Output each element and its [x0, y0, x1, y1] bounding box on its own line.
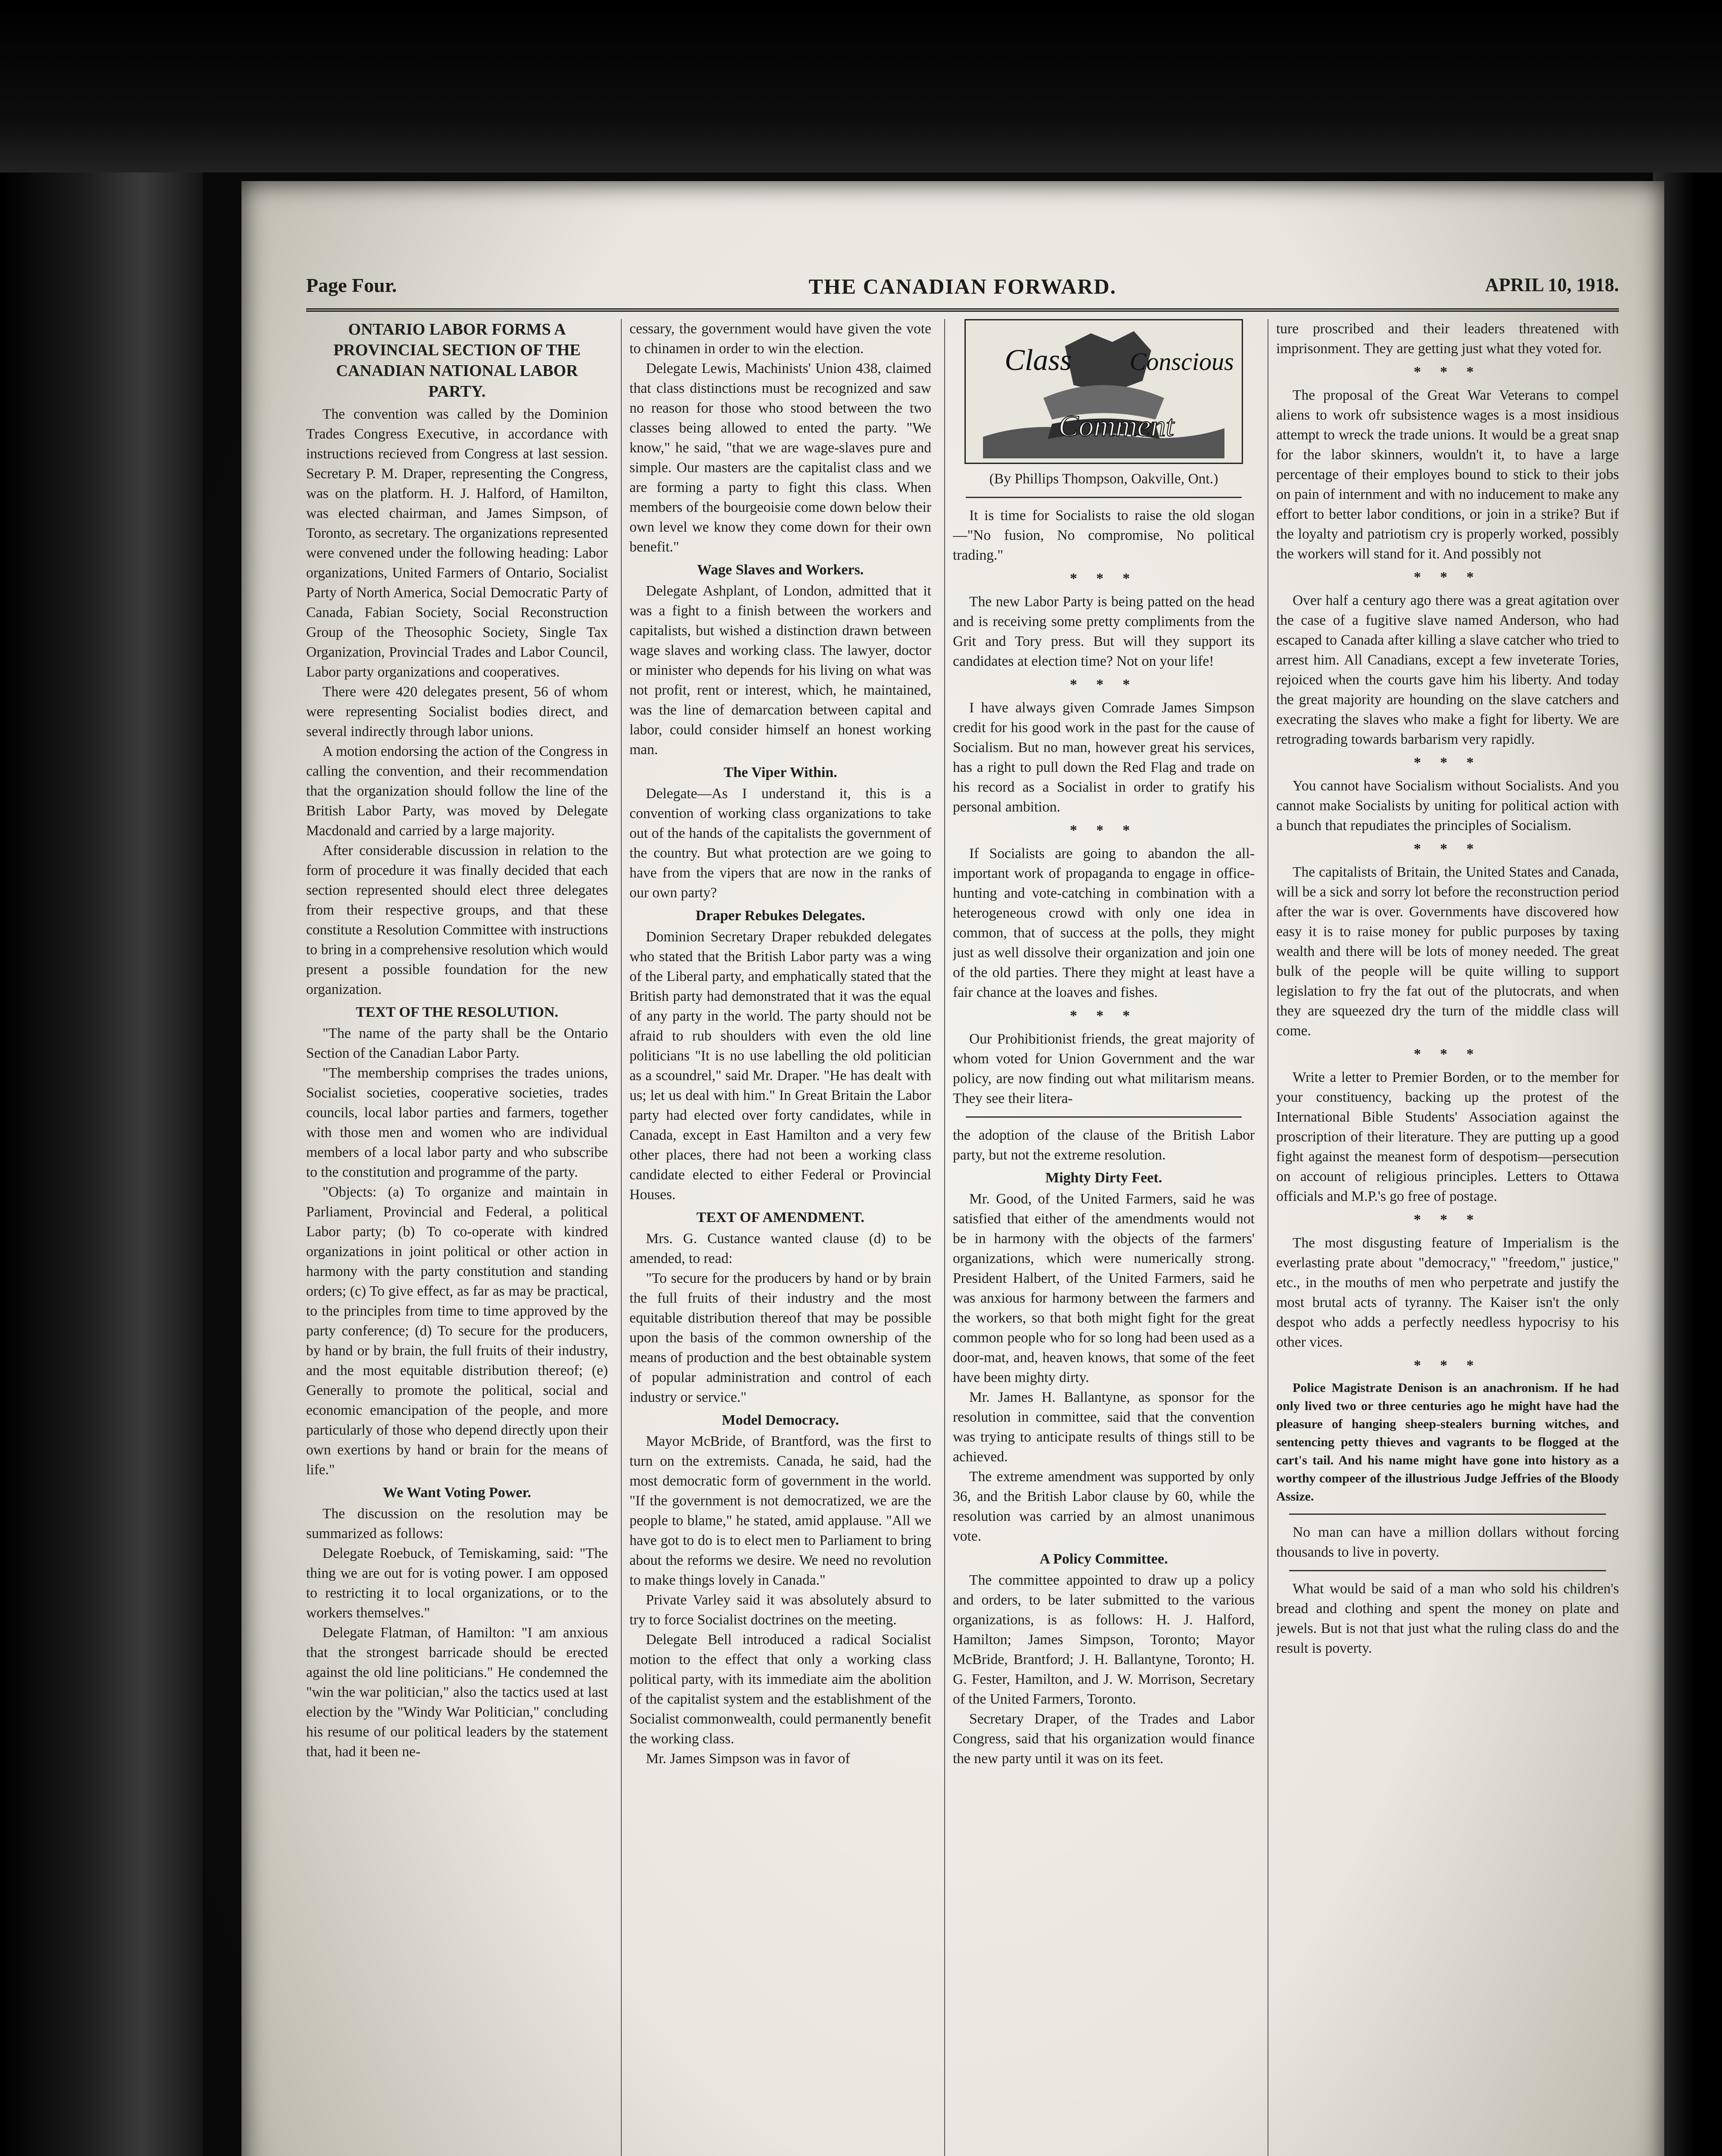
paragraph: Mayor McBride, of Brantford, was the first to turn on the extremists. Canada, he said, had the most democratic form of government in the world. "If the government is not democratized, we are the people to blame," he stated, amid applause. "All we have got to do is to elect men to Parliament to bring about the reforms we desire. We need no revolution to make things lovely in Canada." [629, 1433, 931, 1588]
divider [1289, 1570, 1606, 1571]
divider [1289, 1514, 1606, 1515]
paragraph: the adoption of the clause of the British Labor party, but not the extreme resolution. [953, 1127, 1255, 1163]
paragraph: Delegate Lewis, Machinists' Union 438, claimed that class distinctions must be recognized and saw no reason for those who stood between the two classes being allowed to ented the party. "We know," he said, "that we are wage-slaves pure and simple. Our masters are the capitalist class and we are forming a party to fight this class. When members of the bourgeoisie come down below their own level we know they come down for their own benefit." [629, 360, 931, 555]
paragraph: The convention was called by the Dominion Trades Congress Executive, in accordance with instructions recieved from Congress at last session. Secretary P. M. Draper, representing the Congress, was on the platform. H. J. Halford, of Hamilton, was elected chairman, and James Simpson, of Toronto, as secretary. The organizations represented were convened under the following heading: Labor organizations, United Farmers of Ontario, Socialist Party of North America, Social Democratic Party of Canada, Fabian Society, Social Reconstruction Group of the Theosophic Society, Single Tax Organization, Provincial Trades and Labor Council, Labor party organizations and cooperatives. [306, 406, 608, 680]
paragraph: Mr. Good, of the United Farmers, said he was satisfied that either of the amendments would not be in harmony with the objects of the farmers' organizations, which were numerically strong. President Halbert, of the United Farmers, said he was anxious for harmony between the farmers and the workers, so that both might fight for the great common people who for so long had been used as a door-mat, and, heaven knows, that some of the feet have been mighty dirty. [953, 1191, 1255, 1385]
stars-separator: * * * [1414, 1212, 1481, 1228]
paragraph: Our Prohibitionist friends, the great majority of whom voted for Union Government and the war policy, are now finding out what militarism means. They see their litera- [953, 1031, 1255, 1106]
stars-separator: * * * [1414, 569, 1481, 585]
bold-notice [1276, 1379, 1619, 1506]
column-rule [621, 319, 622, 2156]
cartoon-title-class: Class [1005, 344, 1072, 377]
stars-separator: * * * [1070, 1008, 1138, 1024]
cartoon-illustration [966, 320, 1242, 463]
subheading: TEXT OF THE RESOLUTION. [356, 1004, 558, 1020]
paragraph: No man can have a million dollars without forcing thousands to live in poverty. [1276, 1524, 1619, 1560]
paragraph: Delegate Ashplant, of London, admitted that it was a fight to a finish between the workers and capitalists, but wished a distinction drawn between wage slaves and working class. The lawyer, doctor or minister who depends for his living on what was not profit, rent or interest, which, he maintained, was the line of demarcation between capital and labor, could consider himself an honest working man. [629, 583, 931, 758]
subheading: Draper Rebukes Delegates. [695, 908, 865, 924]
stars-separator: * * * [1070, 570, 1138, 586]
paragraph: The proposal of the Great War Veterans to compel aliens to work ofr subsistence wages is a most insidious attempt to wreck the trade unions. It would be a great snap for the labor skinners, wouldn't it, to have a large percentage of their employes bound to stick to their jobs on pain of internment and with no inducement to make any effort to better labor conditions, or join in a strike? But if the loyalty and patriotism cry is properly worked, possibly the workers will stand for it. And possibly not [1276, 387, 1619, 562]
stars-separator: * * * [1414, 364, 1481, 380]
paragraph: Mr. James H. Ballantyne, as sponsor for the resolution in committee, said that the convention was trying to anticipate results of things still to be achieved. [953, 1389, 1255, 1465]
paragraph: The capitalists of Britain, the United States and Canada, will be a sick and sorry lot before the reconstruction period after the war is over. Governments have discovered how easy it is to raise money for public purposes by taxing wealth and there will be lots of money needed. The great bulk of the people will be quite willing to support legislation to fry the fat out of the plutocrats, and when they are squeezed dry the turn of the middle class will come. [1276, 864, 1619, 1039]
paragraph: There were 420 delegates present, 56 of whom were representing Socialist bodies direct, and several indirectly through labor unions. [306, 684, 608, 740]
column-1 [306, 319, 608, 2156]
paragraph: Dominion Secretary Draper rebukded delegates who stated that the British Labor party was a wing of the Liberal party, and emphatically stated that the British party had demonstrated that it was the equal of any party in the world. The party should not be afraid to rub shoulders with even the old line politicians "It is no use labelling the old politician as a scoundrel," said Mr. Draper. "He has dealt with us; let us deal with him." In Great Britain the Labor party had elected over forty candidates, while in Canada, except in East Hamilton and a very few other places, there had not been a working class candidate elected to either Federal or Provincial Houses. [629, 929, 931, 1203]
paragraph: Delegate—As I understand it, this is a convention of working class organizations to take out of the hands of the capitalists the government of the country. But what protection are we going to have from the vipers that are now in the ranks of our own party? [629, 786, 931, 901]
paper-title: THE CANADIAN FORWARD. [808, 274, 1117, 298]
paragraph: What would be said of a man who sold his children's bread and clothing and spent the money on plate and jewels. But is not that just what the ruling class do and the result is poverty. [1276, 1581, 1619, 1656]
column-2 [629, 319, 931, 2156]
masthead [306, 274, 1619, 312]
cartoon-title-conscious: Conscious [1130, 348, 1234, 376]
paragraph: The committee appointed to draw up a policy and orders, to be later submitted to the various organizations, is as follows: H. J. Halford, Hamilton; James Simpson, Toronto; Mayor McBride, Brantford; J. H. Ballantyne, Toronto; H. G. Fester, Hamilton, and J. W. Morrison, Secretary of the United Farmers, Toronto. [953, 1572, 1255, 1707]
column-4 [1276, 319, 1619, 2156]
paragraph: ture proscribed and their leaders threatened with imprisonment. They are getting just what they voted for. [1276, 321, 1619, 357]
paragraph: Police Magistrate Denison is an anachronism. If he had only lived two or three centuries ago he might have had the pleasure of hanging sheep-stealers burning witches, and sentencing petty thieves and vagrants to be flogged at the cart's tail. And his name might have gone into history as a worthy compeer of the illustrious Judge Jeffries of the Bloody Assize. [1276, 1381, 1619, 1504]
article-headline: ONTARIO LABOR FORMS A PROVINCIAL SECTION OF THE CANADIAN NATIONAL LABOR PARTY. [333, 320, 581, 401]
divider [966, 1116, 1242, 1118]
paragraph: After considerable discussion in relation to the form of procedure it was finally decided that each section represented should elect three delegates from their respective groups, and that these constitute a Resolution Committee with instructions to bring in a comprehensive resolution which would present a possible foundation for the new organization. [306, 843, 608, 997]
page-label: Page Four. [306, 274, 397, 296]
paragraph: Over half a century ago there was a great agitation over the case of a fugitive slave named Anderson, who had escaped to Canada after killing a slave catcher who tried to arrest him. All Canadians, except a few inveterate Tories, rejoiced when the courts gave him his liberty. And today the great majority are hounding on the slave catchers and execrating the slaves who make a fight for liberty. We are retrograding towards barbarism very rapidly. [1276, 592, 1619, 747]
paragraph: The extreme amendment was supported by only 36, and the British Labor clause by 60, while the resolution was carried by an almost unanimous vote. [953, 1469, 1255, 1544]
paragraph: Delegate Flatman, of Hamilton: "I am anxious that the strongest barricade should be erected against the old line politicians." He condemned the "win the war politician," also the tactics used at last election by the "Windy War Politician," concluding his resume of our political leaders by the statement that, had it been ne- [306, 1625, 608, 1760]
stars-separator: * * * [1414, 755, 1481, 771]
stars-separator: * * * [1070, 822, 1138, 838]
paragraph: "Objects: (a) To organize and maintain in Parliament, Provincial and Federal, a political Labor party; (b) To co-operate with kindred organizations in joint political or other action in harmony with the party constitution and standing orders; (c) To give effect, as far as may be practical, to the principles from time to time approved by the party conference; (d) To secure for the producers, by hand or by brain, the full fruits of their industry, and the most equitable distribution thereof; (e) Generally to promote the political, social and economic emancipation of the people, and more particularly of those who depend directly upon their own exertions by hand or brain for the means of life." [306, 1184, 608, 1478]
column-rule [944, 319, 945, 2156]
stars-separator: * * * [1070, 677, 1138, 693]
subheading: Wage Slaves and Workers. [697, 562, 864, 578]
subheading: Model Democracy. [722, 1412, 839, 1428]
paragraph: Mrs. G. Custance wanted clause (d) to be amended, to read: [629, 1231, 931, 1266]
paragraph: The most disgusting feature of Imperialism is the everlasting prate about "democracy," "freedom," justice," etc., in the mouths of men who perpetrate and justify the most brutal acts of tyranny. The Kaiser isn't the only despot who adds a perfectly needless hypocrisy to his other vices. [1276, 1235, 1619, 1350]
paragraph: The new Labor Party is being patted on the head and is receiving some pretty compliments from the Grit and Tory press. But will they support its candidates at election time? Not on your life! [953, 594, 1255, 669]
paragraph: Private Varley said it was absolutely absurd to try to force Socialist doctrines on the meeting. [629, 1592, 931, 1628]
paragraph: "The membership comprises the trades unions, Socialist societies, cooperative societies, trades councils, local labor parties and farmers, together with those men and women who are individual members of a local labor party and who subscribe to the constitution and programme of the party. [306, 1065, 608, 1180]
divider [966, 497, 1242, 498]
scanner-left-edge [0, 0, 203, 2156]
paragraph: A motion endorsing the action of the Congress in calling the convention, and their recommendation that the organization should follow the line of the British Labor Party, was moved by Delegate Macdonald and carried by a large majority. [306, 743, 608, 839]
cartoon-title-comment: Comment [1058, 410, 1174, 443]
newspaper-page [241, 181, 1664, 2156]
byline: (By Phillips Thompson, Oakville, Ont.) [989, 471, 1218, 487]
subheading: The Viper Within. [723, 765, 837, 780]
paragraph: Secretary Draper, of the Trades and Labor Congress, said that his organization would finance the new party until it was on its feet. [953, 1711, 1255, 1767]
column-3 [953, 319, 1255, 2156]
paragraph: Mr. James Simpson was in favor of [646, 1751, 850, 1767]
paragraph: cessary, the government would have given the vote to chinamen in order to win the election. [629, 321, 931, 357]
paragraph: You cannot have Socialism without Socialists. And you cannot make Socialists by uniting for political action with a bunch that repudiates the principles of Socialism. [1276, 778, 1619, 834]
paragraph: Write a letter to Premier Borden, or to the member for your constituency, backing up the protest of the International Bible Students' Association against the proscription of their literature. They are putting up a good fight against the meanest form of despotism—persecution on account of religious principles. Letters to Ottawa officials and M.P.'s go free of postage. [1276, 1069, 1619, 1204]
paragraph: Delegate Bell introduced a radical Socialist motion to the effect that only a working class political party, with its immediate aim the abolition of the capitalist system and the establishment of the Socialist commonwealth, could permanently benefit the working class. [629, 1632, 931, 1747]
issue-date: APRIL 10, 1918. [1485, 274, 1619, 295]
paragraph: "To secure for the producers by hand or by brain the full fruits of their industry and the most equitable distribution thereof that may be possible upon the basis of the common ownership of the means of production and the best obtainable system of popular administration and control of each industry or service." [629, 1270, 931, 1405]
paragraph: "The name of the party shall be the Ontario Section of the Canadian Labor Party. [306, 1025, 608, 1061]
subheading: Mighty Dirty Feet. [1045, 1170, 1162, 1186]
stars-separator: * * * [1414, 1357, 1481, 1373]
paragraph: I have always given Comrade James Simpson credit for his good work in the past for the cause of Socialism. But no man, however great his services, has a right to pull down the Red Flag and trade on his record as a Socialist in order to gratify his personal ambition. [953, 700, 1255, 815]
paragraph: If Socialists are going to abandon the all-important work of propaganda to engage in office-hunting and vote-catching in combination with a heterogeneous crowd with only one idea in common, that of success at the polls, they might just as well dissolve their organization and join one of the old parties. There they might at least have a fair chance at the loaves and fishes. [953, 846, 1255, 1000]
paragraph: Delegate Roebuck, of Temiskaming, said: "The thing we are out for is voting power. I am opposed to restricting it to local organizations, or to the workers themselves." [306, 1545, 608, 1621]
subheading: TEXT OF AMENDMENT. [696, 1210, 864, 1225]
subheading: A Policy Committee. [1039, 1551, 1168, 1567]
class-conscious-comment-cartoon [964, 319, 1243, 464]
subheading: We Want Voting Power. [383, 1485, 531, 1501]
paragraph: It is time for Socialists to raise the old slogan—"No fusion, No compromise, No political trading." [953, 508, 1255, 563]
stars-separator: * * * [1414, 1046, 1481, 1062]
paragraph: The discussion on the resolution may be summarized as follows: [306, 1506, 608, 1542]
scanner-top-edge [0, 0, 1722, 172]
stars-separator: * * * [1414, 841, 1481, 857]
